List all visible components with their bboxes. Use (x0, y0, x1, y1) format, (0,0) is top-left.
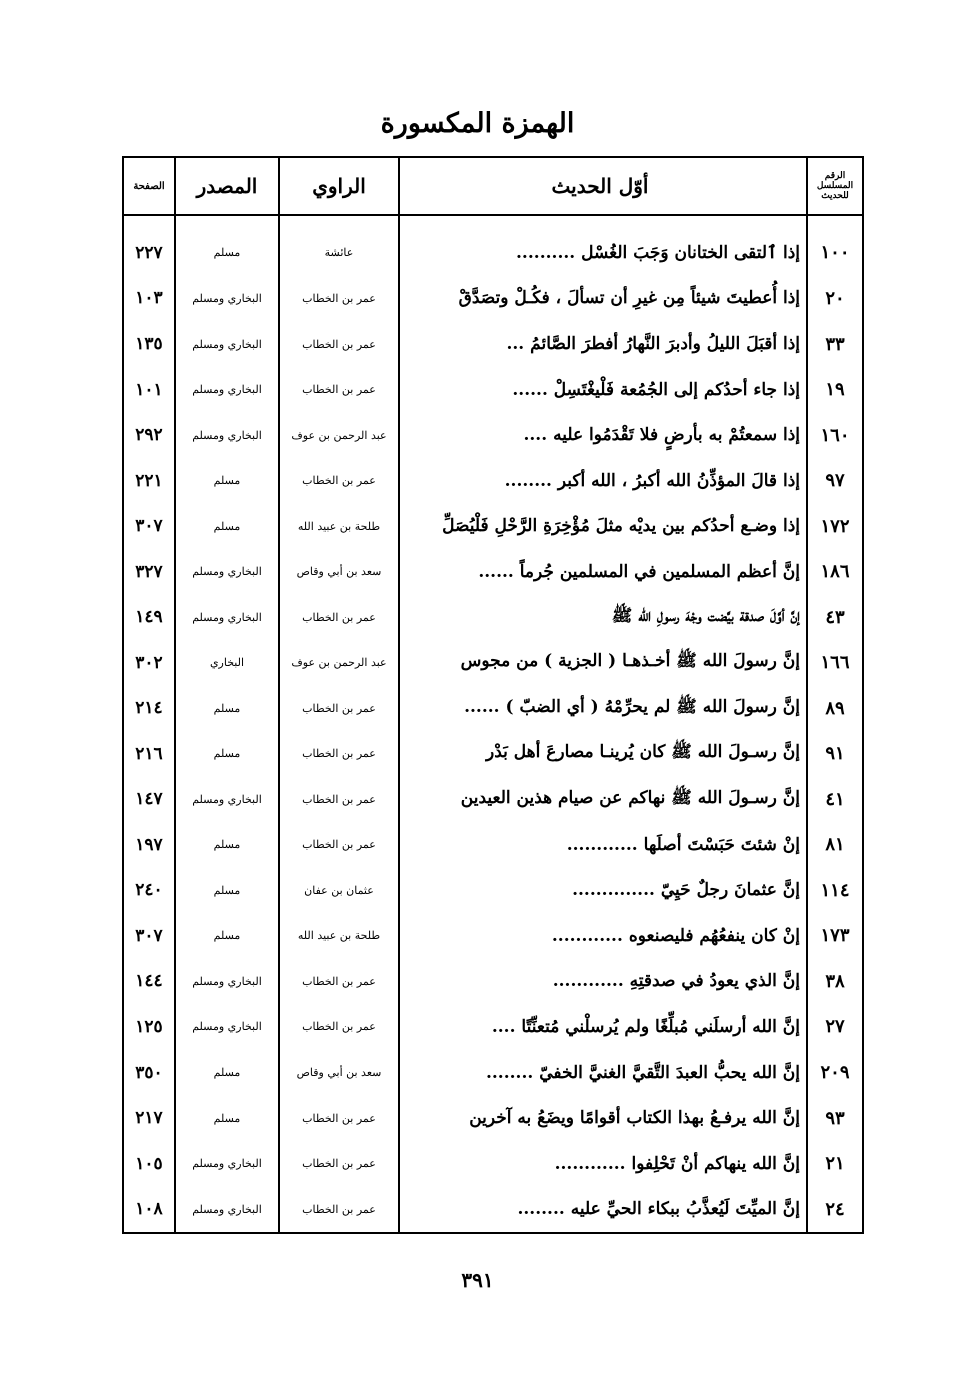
page-ref-cell: ١٤٤ (123, 959, 175, 1005)
hadith-text: إذا سمعتُمْ به بأرضٍ فلا تَقْدَمُوا عليه (553, 425, 800, 446)
narrator-cell: عمر بن الخطاب (279, 731, 399, 777)
dot-leader: .......... (516, 243, 576, 264)
hadith-text: إنَّ رسولَ الله ﷺ أخـذهـا ( الجزية ) من مجوس (460, 651, 800, 672)
hadith-text: إنَّ عثمانَ رجلٌ حَيِيّ (660, 880, 800, 901)
hadith-opening (399, 868, 807, 914)
source-cell: مسلم (175, 685, 279, 731)
dot-leader: ............ (552, 971, 624, 992)
hadith-text: إذا أُعطيتَ شيئاً مِن غيرِ أن تسألَ ، فكُـلْ وتصَدَّقْ (458, 288, 800, 309)
page-ref-cell: ٣٥٠ (123, 1050, 175, 1096)
column-header-page: الصفحة (123, 157, 175, 215)
hadith-opening (399, 594, 807, 640)
hadith-opening (399, 731, 807, 777)
hadith-opening (399, 913, 807, 959)
page-ref-cell: ١٠١ (123, 367, 175, 413)
hadith-text: إنَّ أعظم المسلمين في المسلمين جُرماً (519, 561, 800, 582)
hadith-number: ١٦٠ (807, 412, 863, 458)
table-row (123, 412, 863, 458)
table-row (123, 1186, 863, 1233)
source-cell: البخاري ومسلم (175, 412, 279, 458)
hadith-opening (399, 1095, 807, 1141)
hadith-opening (399, 549, 807, 595)
hadith-number: ٨١ (807, 822, 863, 868)
narrator-cell: سعد بن أبي وقاص (279, 1050, 399, 1096)
table-row (123, 913, 863, 959)
source-cell: مسلم (175, 503, 279, 549)
source-cell: البخاري ومسلم (175, 777, 279, 823)
table-row (123, 1004, 863, 1050)
source-cell: البخاري ومسلم (175, 549, 279, 595)
hadith-number: ٣٨ (807, 959, 863, 1005)
table-row (123, 594, 863, 640)
hadith-number: ٤١ (807, 777, 863, 823)
hadith-number: ١١٤ (807, 868, 863, 914)
hadith-text: إنَّ الله أرسلَني مُبلِّغًا ولم يُرسلْني مُتعنِّتًا (521, 1016, 800, 1037)
source-cell: البخاري ومسلم (175, 594, 279, 640)
hadith-number: ٢٤ (807, 1186, 863, 1233)
hadith-text: إنَّ الله يرفـعُ بهذا الكتاب أقوامًا ويضَعُ به آخرين (469, 1108, 800, 1129)
table-row (123, 549, 863, 595)
hadith-opening (399, 1186, 807, 1233)
dot-leader: ............ (554, 1153, 626, 1174)
hadith-text: إذا أقبَلَ الليلُ وأدبرَ النَّهارُ أفطرَ الصَّائمُ (530, 334, 800, 354)
dot-leader: ... (506, 334, 525, 354)
hadith-opening (399, 276, 807, 322)
source-cell: البخاري (175, 640, 279, 686)
dot-leader: ...... (478, 561, 514, 582)
hadith-text: إنَّ رسـولَ الله ﷺ نهاكم عن صيام هذين العيدين (460, 787, 800, 808)
hadith-number: ٩١ (807, 731, 863, 777)
table-body (123, 215, 863, 1233)
narrator-cell: عائشة (279, 215, 399, 276)
page-ref-cell: ٣٠٧ (123, 913, 175, 959)
hadith-text: إذا جاء أحدُكم إلى الجُمُعة فَلْيغْتَسِلْ (553, 379, 800, 400)
hadith-number: ١٠٠ (807, 215, 863, 276)
narrator-cell: عبد الرحمن بن عوف (279, 412, 399, 458)
hadith-opening (399, 412, 807, 458)
narrator-cell: سعد بن أبي وقاص (279, 549, 399, 595)
narrator-cell: عمر بن الخطاب (279, 276, 399, 322)
source-cell: البخاري ومسلم (175, 276, 279, 322)
dot-leader: .... (491, 1016, 516, 1037)
page-ref-cell: ١٣٥ (123, 321, 175, 367)
dot-leader: ........ (504, 470, 552, 491)
narrator-cell: عثمان بن عفان (279, 868, 399, 914)
dot-leader: .............. (572, 880, 655, 901)
column-header-source: المصدر (175, 157, 279, 215)
table-row (123, 1050, 863, 1096)
hadith-number: ٩٧ (807, 458, 863, 504)
table-row (123, 215, 863, 276)
table-row (123, 276, 863, 322)
table-row (123, 458, 863, 504)
hadith-number: ٢١ (807, 1141, 863, 1187)
dot-leader: ........ (485, 1062, 534, 1083)
hadith-opening (399, 215, 807, 276)
narrator-cell: عبد الرحمن بن عوف (279, 640, 399, 686)
dot-leader: ...... (464, 696, 500, 717)
dot-leader: ...... (512, 379, 548, 400)
column-header-narrator: الراوي (279, 157, 399, 215)
hadith-opening (399, 458, 807, 504)
table-row (123, 640, 863, 686)
hadith-number: ٢٧ (807, 1004, 863, 1050)
page-number: ٣٩١ (461, 1268, 494, 1292)
page-ref-cell: ١٠٨ (123, 1186, 175, 1233)
table-row (123, 868, 863, 914)
hadith-number: ١٨٦ (807, 549, 863, 595)
narrator-cell: طلحة بن عبيد الله (279, 503, 399, 549)
hadith-number: ١٦٦ (807, 640, 863, 686)
hadith-number: ٢٠٩ (807, 1050, 863, 1096)
hadith-opening (399, 1050, 807, 1096)
hadith-number: ١٩ (807, 367, 863, 413)
source-cell: مسلم (175, 1095, 279, 1141)
table-row (123, 1095, 863, 1141)
hadith-number: ٢٠ (807, 276, 863, 322)
hadith-opening (399, 822, 807, 868)
narrator-cell: عمر بن الخطاب (279, 822, 399, 868)
hadith-number: ٩٣ (807, 1095, 863, 1141)
source-cell: البخاري ومسلم (175, 321, 279, 367)
narrator-cell: عمر بن الخطاب (279, 777, 399, 823)
hadith-index-table (122, 156, 864, 1234)
narrator-cell: عمر بن الخطاب (279, 1004, 399, 1050)
table-row (123, 959, 863, 1005)
narrator-cell: طلحة بن عبيد الله (279, 913, 399, 959)
page-ref-cell: ١٤٩ (123, 594, 175, 640)
page-ref-cell: ٢٤٠ (123, 868, 175, 914)
hadith-opening (399, 640, 807, 686)
page-ref-cell: ١٠٣ (123, 276, 175, 322)
page-ref-cell: ٢٢٧ (123, 215, 175, 276)
source-cell: مسلم (175, 913, 279, 959)
hadith-number: ٨٩ (807, 685, 863, 731)
hadith-text: إنْ شئتَ حَبَسْتَ أصلَها (643, 834, 800, 855)
source-cell: مسلم (175, 458, 279, 504)
hadith-text: إنَّ رسـولَ الله ﷺ كان يُرينـا مصارعَ أهل بَدْر (485, 742, 800, 763)
hadith-text: إنَّ الميِّتَ لَيُعذَّبُ ببكاء الحيِّ عليه (570, 1199, 800, 1220)
narrator-cell: عمر بن الخطاب (279, 1141, 399, 1187)
dot-leader: .... (523, 425, 548, 446)
source-cell: البخاري ومسلم (175, 1141, 279, 1187)
hadith-opening (399, 959, 807, 1005)
table-row (123, 685, 863, 731)
page-ref-cell: ١٩٧ (123, 822, 175, 868)
hadith-text: إنَّ الله يحبُّ العبدَ التَّقيَّ الغنيَّ الخفيّ (539, 1062, 800, 1083)
hadith-text: إنَّ الله ينهاكم أنْ تَحْلِفوا (631, 1153, 800, 1174)
page-ref-cell: ٢١٧ (123, 1095, 175, 1141)
source-cell: مسلم (175, 822, 279, 868)
narrator-cell: عمر بن الخطاب (279, 321, 399, 367)
hadith-opening (399, 1004, 807, 1050)
dot-leader: ............ (566, 834, 638, 855)
hadith-text: إنَّ أوَّلَ صدقة بيَّضت وجْهَ رسولِ الله ﷺ (611, 605, 800, 626)
narrator-cell: عمر بن الخطاب (279, 1186, 399, 1233)
hadith-text: إذا قالَ المؤذِّنُ الله أكبرُ ، الله أكبر (557, 470, 800, 491)
page-ref-cell: ٢١٦ (123, 731, 175, 777)
table-row (123, 731, 863, 777)
source-cell: مسلم (175, 731, 279, 777)
hadith-opening (399, 367, 807, 413)
hadith-opening (399, 685, 807, 731)
hadith-number: ١٧٣ (807, 913, 863, 959)
hadith-text: إذا ٱلتقى الختانان وَجَبَ الغُسْل (581, 243, 800, 264)
source-cell: البخاري ومسلم (175, 367, 279, 413)
source-cell: البخاري ومسلم (175, 1186, 279, 1233)
hadith-text: إنَّ رسولَ الله ﷺ لم يحرِّمْهُ ( أي الضبّ ) (505, 696, 800, 717)
hadith-number: ٣٣ (807, 321, 863, 367)
column-header-hadith: أوّل الحديث (399, 157, 807, 215)
hadith-text: إنَّ الذي يعودُ في صدقتِهِ (629, 971, 800, 992)
narrator-cell: عمر بن الخطاب (279, 367, 399, 413)
narrator-cell: عمر بن الخطاب (279, 594, 399, 640)
table-row (123, 777, 863, 823)
page-ref-cell: ١٢٥ (123, 1004, 175, 1050)
hadith-text: إنْ كان ينفعُهُم فليصنعوه (628, 925, 800, 946)
table-header-row (123, 157, 863, 215)
hadith-text: إذا وضـع أحدُكم بين يديْه مثلَ مُؤْخِرَةِ الرَّحْلِ فَلْيُصَلِّ (442, 516, 800, 537)
table-row (123, 321, 863, 367)
column-header-number: الرقم المسلسل للحديث (807, 157, 863, 215)
dot-leader: ........ (517, 1199, 565, 1220)
page-ref-cell: ٢٩٢ (123, 412, 175, 458)
source-cell: البخاري ومسلم (175, 1004, 279, 1050)
page-ref-cell: ١٠٥ (123, 1141, 175, 1187)
page-ref-cell: ٣٠٧ (123, 503, 175, 549)
source-cell: البخاري ومسلم (175, 959, 279, 1005)
narrator-cell: عمر بن الخطاب (279, 685, 399, 731)
narrator-cell: عمر بن الخطاب (279, 959, 399, 1005)
hadith-number: ٤٣ (807, 594, 863, 640)
page-ref-cell: ٢٢١ (123, 458, 175, 504)
hadith-opening (399, 1141, 807, 1187)
table-row (123, 822, 863, 868)
hadith-number: ١٧٢ (807, 503, 863, 549)
hadith-opening (399, 503, 807, 549)
source-cell: مسلم (175, 868, 279, 914)
page-title: الهمزة المكسورة (380, 108, 575, 139)
hadith-opening (399, 777, 807, 823)
dot-leader: ............ (551, 925, 623, 946)
page-ref-cell: ١٤٧ (123, 777, 175, 823)
hadith-opening (399, 321, 807, 367)
source-cell: مسلم (175, 215, 279, 276)
narrator-cell: عمر بن الخطاب (279, 1095, 399, 1141)
table-row (123, 503, 863, 549)
page-ref-cell: ٢١٤ (123, 685, 175, 731)
page-ref-cell: ٣٢٧ (123, 549, 175, 595)
table-row (123, 367, 863, 413)
table-row (123, 1141, 863, 1187)
source-cell: مسلم (175, 1050, 279, 1096)
page-ref-cell: ٣٠٢ (123, 640, 175, 686)
narrator-cell: عمر بن الخطاب (279, 458, 399, 504)
